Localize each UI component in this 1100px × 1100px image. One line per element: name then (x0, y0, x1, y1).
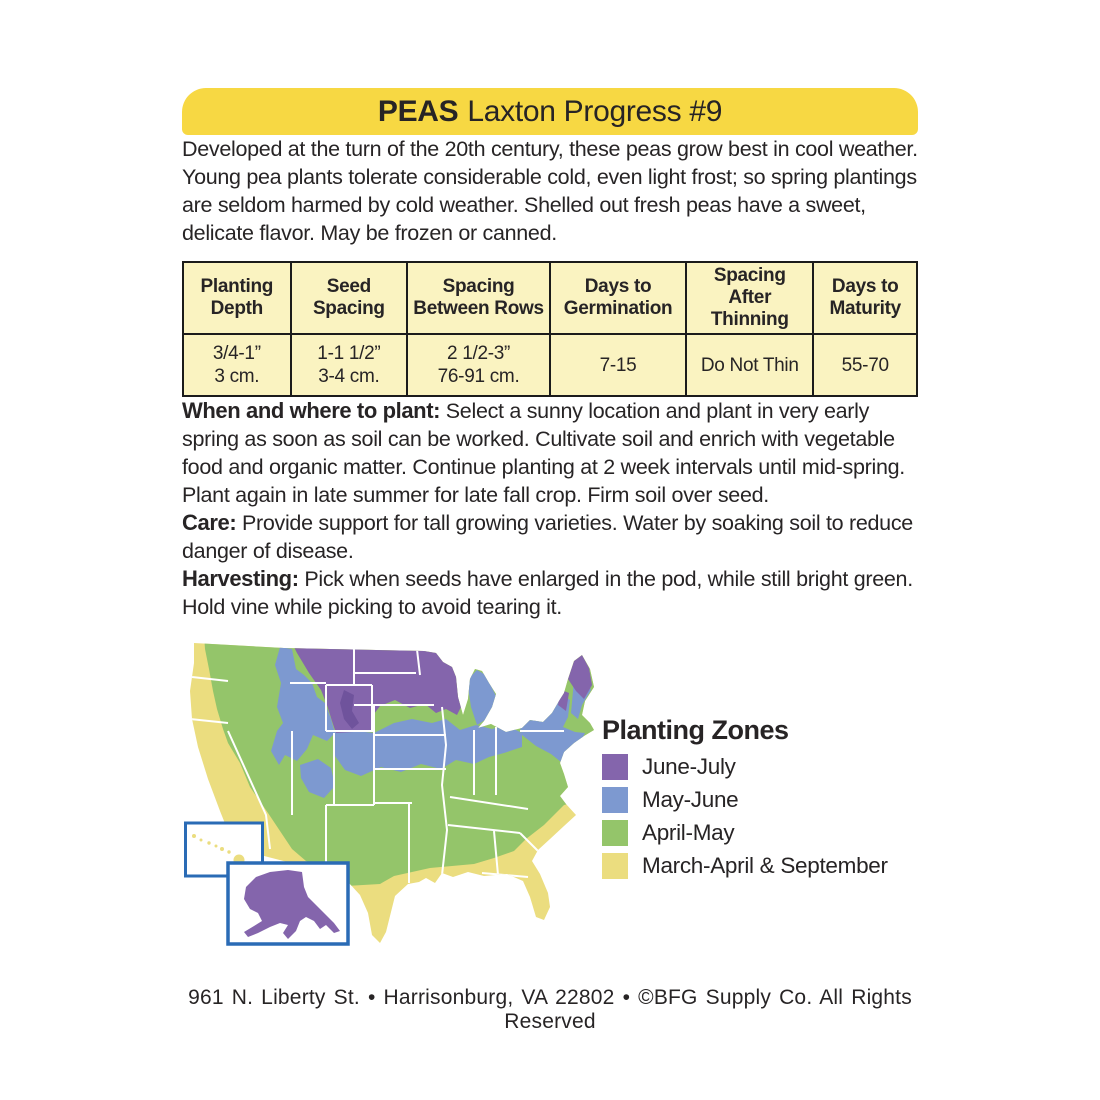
value-days-to-germination: 7-15 (550, 334, 686, 396)
col-spacing-after-thinning: Spacing After Thinning (686, 262, 813, 334)
col-spacing-between-rows: Spacing Between Rows (407, 262, 550, 334)
planting-zones-map-area (182, 635, 918, 960)
planting-spec-table (182, 261, 918, 397)
legend-item-march-april-september: March-April & September (602, 853, 888, 879)
col-days-to-maturity: Days to Maturity (813, 262, 917, 334)
planting-zones-legend (602, 715, 888, 886)
legend-item-june-july: June-July (602, 754, 888, 780)
table-value-row (183, 334, 917, 396)
legend-item-april-may: April-May (602, 820, 888, 846)
value-seed-spacing: 1-1 1/2” 3-4 cm. (291, 334, 407, 396)
legend-title: Planting Zones (602, 715, 789, 745)
when-where-section (182, 397, 918, 509)
alaska-inset (228, 863, 348, 944)
footer-address: 961 N. Liberty St. • Harrisonburg, VA 22802 • ©BFG Supply Co. All Rights Reserved (188, 986, 912, 1033)
seed-packet-back (182, 88, 918, 1034)
when-where-label: When and where to plant: (182, 398, 441, 423)
harvesting-section (182, 565, 918, 621)
col-planting-depth: Planting Depth (183, 262, 291, 334)
product-name: PEAS (377, 94, 459, 128)
col-seed-spacing: Seed Spacing (291, 262, 407, 334)
may-june-swatch (602, 787, 628, 813)
care-label: Care: (182, 510, 237, 535)
col-days-to-germination: Days to Germination (550, 262, 686, 334)
value-planting-depth: 3/4-1” 3 cm. (183, 334, 291, 396)
april-may-swatch (602, 820, 628, 846)
table-header-row (183, 262, 917, 334)
care-section (182, 509, 918, 565)
value-spacing-between-rows: 2 1/2-3” 76-91 cm. (407, 334, 550, 396)
us-planting-zones-map (184, 635, 604, 960)
when-where-text: Select a sunny location and plant in very early spring as soon as soil can be worked. Cultivate soil and enrich with vegetable food and organic matter. Continue planting at 2 week intervals until mid-spring. Plant again in late summer for late fall crop. Firm soil over seed. (182, 399, 905, 507)
harvesting-label: Harvesting: (182, 566, 299, 591)
title-banner (182, 88, 918, 135)
care-text: Provide support for tall growing varieties. Water by soaking soil to reduce danger of disease. (182, 511, 913, 563)
value-spacing-after-thinning: Do Not Thin (686, 334, 813, 396)
harvesting-text: Pick when seeds have enlarged in the pod, while still bright green. Hold vine while picking to avoid tearing it. (182, 567, 913, 619)
june-july-swatch (602, 754, 628, 780)
value-days-to-maturity: 55-70 (813, 334, 917, 396)
legend-item-may-june: May-June (602, 787, 888, 813)
march-april-september-swatch (602, 853, 628, 879)
variety-name: Laxton Progress #9 (467, 94, 723, 128)
intro-paragraph: Developed at the turn of the 20th century, these peas grow best in cool weather. Young pea plants tolerate considerable cold, even light frost; so spring plantings are seldom harmed by cold weather. Shelled out fresh peas have a sweet, delicate flavor. May be frozen or canned. (182, 137, 918, 245)
